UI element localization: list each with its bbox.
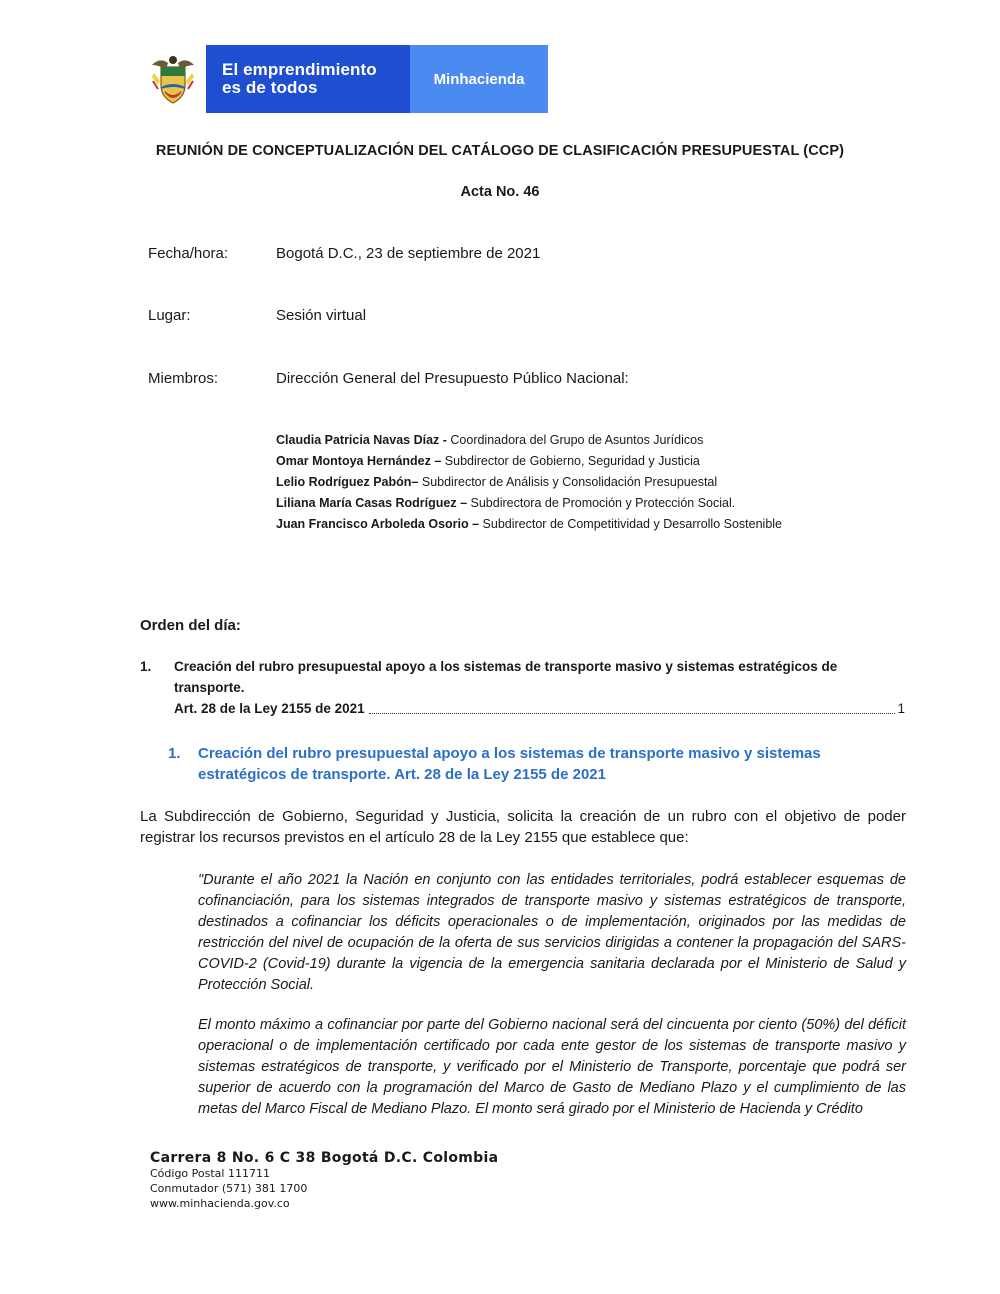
member-row [276, 451, 782, 472]
member-role: Subdirector de Análisis y Consolidación Presupuestal [421, 475, 718, 489]
member-row [276, 472, 782, 493]
member-separator: – [430, 454, 445, 468]
acta-number: Acta No. 46 [460, 184, 540, 200]
member-role: Subdirectora de Promoción y Protección Social. [470, 496, 736, 510]
agenda-item-line2-row [174, 698, 905, 719]
agenda-item-text [174, 656, 905, 719]
fecha-label: Fecha/hora: [148, 245, 229, 262]
intro-paragraph: La Subdirección de Gobierno, Seguridad y Justicia, solicita la creación de un rubro con el objetivo de poder registrar los recursos previstos en el artículo 28 de la Ley 2155 que establece que: [140, 808, 906, 846]
lugar-value: Sesión virtual [276, 307, 367, 324]
member-separator: - [439, 433, 451, 447]
quote-paragraph-1: "Durante el año 2021 la Nación en conjunto con las entidades territoriales, podrá establecer esquemas de cofinanciación, para los sistemas integrados de transporte masivo y sistemas estratégicos de transporte, destinados a cofinanciar los déficits operacionales o de implementación, originados por las medidas de restricción del nivel de ocupación de la oferta de sus servicios dirigidas a contener la propagación del SARS-COVID-2 (Covid-19) durante la vigencia de la emergencia sanitaria declarada por el Ministerio de Salud y Protección Social. [198, 872, 906, 993]
member-name: Claudia Patricia Navas Díaz [276, 433, 440, 447]
member-row [276, 514, 782, 535]
lugar-label: Lugar: [148, 307, 191, 324]
member-name: Omar Montoya Hernández [276, 454, 431, 468]
section-number: 1. [168, 745, 181, 762]
members-list [276, 430, 782, 535]
member-separator: – [468, 517, 483, 531]
agenda-item-number: 1. [140, 659, 152, 674]
quote-paragraph-2: El monto máximo a cofinanciar por parte del Gobierno nacional será del cincuenta por ciento (50%) del déficit operacional o de implementación certificado por cada ente gestor de los sistemas de transporte masivo y sistemas estratégicos de transporte, y verificado por el Ministerio de Transporte, porcentaje que podrá ser superior de acuerdo con la programación del Marco de Gasto de Mediano Plazo y el cumplimiento de las metas del Marco Fiscal de Mediano Plazo. El monto será girado por el Ministerio de Hacienda y Crédito [198, 1017, 906, 1117]
agenda-heading: Orden del día: [140, 617, 241, 634]
miembros-value: Dirección General del Presupuesto Público Nacional: [276, 370, 629, 387]
member-role: Subdirector de Gobierno, Seguridad y Justicia [444, 454, 700, 468]
agenda-item-line2: Art. 28 de la Ley 2155 de 2021 [174, 701, 365, 716]
header-banner [140, 45, 548, 113]
member-role: Coordinadora del Grupo de Asuntos Jurídicos [450, 433, 704, 447]
document-title: REUNIÓN DE CONCEPTUALIZACIÓN DEL CATÁLOGO DE CLASIFICACIÓN PRESUPUESTAL (CCP) [155, 143, 845, 159]
member-name: Liliana María Casas Rodríguez [276, 496, 457, 510]
agenda-item-line1: Creación del rubro presupuestal apoyo a los sistemas de transporte masivo y sistemas estratégicos de transporte. [174, 659, 838, 695]
fecha-value: Bogotá D.C., 23 de septiembre de 2021 [276, 245, 541, 262]
member-name: Juan Francisco Arboleda Osorio [276, 517, 469, 531]
member-name: Lelio Rodríguez Pabón [276, 475, 412, 489]
footer [150, 1150, 498, 1211]
colombia-coat-of-arms-icon [140, 45, 206, 113]
member-row [276, 493, 782, 514]
section-title: Creación del rubro presupuestal apoyo a los sistemas de transporte masivo y sistemas estratégicos de transporte. Art. 28 de la Ley 2155 de 2021 [198, 745, 821, 783]
slogan-box [206, 45, 410, 113]
footer-web[interactable]: www.minhacienda.gov.co [150, 1197, 290, 1210]
member-separator: – [411, 475, 422, 489]
footer-postal: Código Postal 111711 [150, 1167, 270, 1180]
slogan-line-1: El emprendimiento [222, 60, 377, 79]
miembros-label: Miembros: [148, 370, 219, 387]
toc-leader-dots [369, 713, 896, 714]
member-row [276, 430, 782, 451]
footer-phone: Conmutador (571) 381 1700 [150, 1182, 308, 1195]
agenda-item-page: 1 [897, 701, 905, 716]
ministry-logo [410, 45, 548, 113]
footer-address: Carrera 8 No. 6 C 38 Bogotá D.C. Colombia [150, 1150, 499, 1166]
ministry-name: Minhacienda [433, 70, 525, 88]
slogan-line-2: es de todos [222, 78, 318, 97]
member-separator: – [456, 496, 471, 510]
member-role: Subdirector de Competitividad y Desarrollo Sostenible [482, 517, 783, 531]
